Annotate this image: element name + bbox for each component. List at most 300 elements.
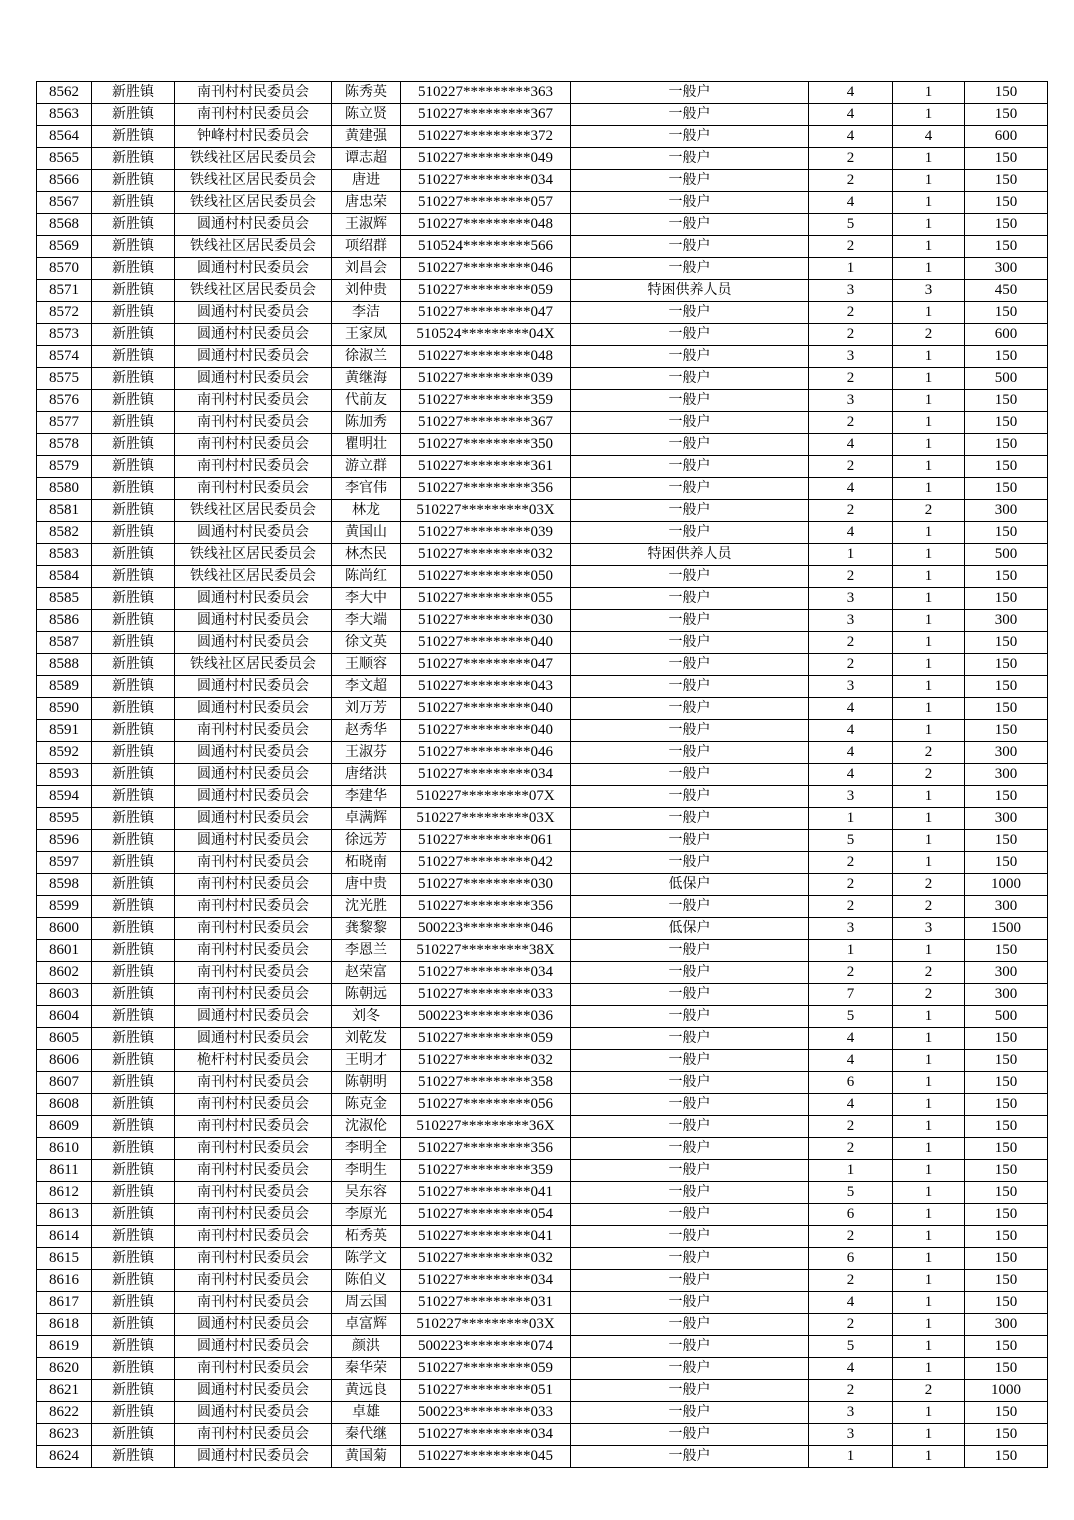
cell-household-size: 2 [809,962,893,984]
cell-amount: 150 [965,654,1048,676]
cell-amount: 150 [965,566,1048,588]
cell-id-number: 510227*********051 [401,1380,571,1402]
cell-household-size: 3 [809,918,893,940]
cell-name: 代前友 [332,390,401,412]
cell-amount: 150 [965,236,1048,258]
cell-household-size: 7 [809,984,893,1006]
cell-town: 新胜镇 [92,522,175,544]
cell-committee: 圆通村村民委员会 [175,1380,332,1402]
cell-household-size: 4 [809,126,893,148]
table-row [37,302,1048,324]
cell-seq: 8578 [37,434,92,456]
cell-count: 1 [893,786,965,808]
cell-name: 唐忠荣 [332,192,401,214]
cell-amount: 150 [965,1402,1048,1424]
cell-committee: 圆通村村民委员会 [175,522,332,544]
cell-count: 1 [893,1314,965,1336]
cell-household-type: 一般户 [571,676,809,698]
cell-household-type: 一般户 [571,654,809,676]
table-body [37,82,1048,1468]
cell-amount: 150 [965,786,1048,808]
cell-count: 1 [893,1006,965,1028]
cell-amount: 300 [965,962,1048,984]
cell-id-number: 510227*********032 [401,544,571,566]
cell-name: 李恩兰 [332,940,401,962]
cell-amount: 150 [965,676,1048,698]
cell-committee: 圆通村村民委员会 [175,764,332,786]
cell-seq: 8562 [37,82,92,104]
table-row [37,1424,1048,1446]
cell-name: 刘万芳 [332,698,401,720]
cell-id-number: 510227*********049 [401,148,571,170]
cell-household-size: 3 [809,786,893,808]
cell-household-type: 一般户 [571,1446,809,1468]
cell-household-type: 一般户 [571,1402,809,1424]
cell-committee: 圆通村村民委员会 [175,1006,332,1028]
cell-committee: 南刊村村民委员会 [175,1160,332,1182]
cell-household-type: 一般户 [571,566,809,588]
cell-name: 徐远芳 [332,830,401,852]
cell-seq: 8608 [37,1094,92,1116]
cell-id-number: 510227*********372 [401,126,571,148]
cell-seq: 8604 [37,1006,92,1028]
cell-amount: 500 [965,544,1048,566]
cell-amount: 150 [965,478,1048,500]
cell-town: 新胜镇 [92,104,175,126]
cell-seq: 8623 [37,1424,92,1446]
cell-town: 新胜镇 [92,1204,175,1226]
cell-household-type: 一般户 [571,258,809,280]
cell-amount: 150 [965,852,1048,874]
cell-count: 1 [893,434,965,456]
cell-town: 新胜镇 [92,698,175,720]
cell-seq: 8591 [37,720,92,742]
cell-amount: 150 [965,192,1048,214]
table-row [37,522,1048,544]
cell-count: 1 [893,368,965,390]
cell-household-size: 3 [809,390,893,412]
cell-town: 新胜镇 [92,830,175,852]
table-row [37,1006,1048,1028]
cell-town: 新胜镇 [92,412,175,434]
cell-id-number: 510227*********043 [401,676,571,698]
cell-seq: 8600 [37,918,92,940]
cell-town: 新胜镇 [92,1028,175,1050]
cell-id-number: 510227*********039 [401,368,571,390]
cell-id-number: 510227*********034 [401,1424,571,1446]
cell-id-number: 510227*********350 [401,434,571,456]
cell-household-type: 一般户 [571,456,809,478]
cell-count: 1 [893,698,965,720]
cell-id-number: 510227*********361 [401,456,571,478]
cell-id-number: 500223*********033 [401,1402,571,1424]
cell-household-type: 一般户 [571,786,809,808]
cell-name: 黄继海 [332,368,401,390]
cell-seq: 8595 [37,808,92,830]
table-row [37,962,1048,984]
cell-count: 1 [893,236,965,258]
cell-id-number: 510227*********358 [401,1072,571,1094]
cell-count: 1 [893,1116,965,1138]
cell-count: 2 [893,984,965,1006]
cell-name: 李洁 [332,302,401,324]
cell-town: 新胜镇 [92,984,175,1006]
cell-seq: 8583 [37,544,92,566]
cell-name: 沈光胜 [332,896,401,918]
cell-household-size: 6 [809,1248,893,1270]
cell-id-number: 510227*********039 [401,522,571,544]
cell-count: 1 [893,1424,965,1446]
cell-id-number: 510227*********041 [401,1182,571,1204]
cell-count: 2 [893,764,965,786]
cell-household-size: 5 [809,1006,893,1028]
cell-seq: 8572 [37,302,92,324]
cell-seq: 8586 [37,610,92,632]
cell-household-size: 1 [809,940,893,962]
table-row [37,764,1048,786]
cell-town: 新胜镇 [92,1006,175,1028]
table-row [37,544,1048,566]
cell-town: 新胜镇 [92,1094,175,1116]
table-row [37,236,1048,258]
cell-seq: 8576 [37,390,92,412]
cell-committee: 圆通村村民委员会 [175,1314,332,1336]
cell-name: 王明才 [332,1050,401,1072]
cell-count: 1 [893,1138,965,1160]
cell-committee: 南刊村村民委员会 [175,434,332,456]
cell-count: 1 [893,258,965,280]
table-row [37,1270,1048,1292]
cell-seq: 8598 [37,874,92,896]
cell-name: 王淑芬 [332,742,401,764]
table-row [37,742,1048,764]
cell-seq: 8617 [37,1292,92,1314]
cell-amount: 150 [965,82,1048,104]
cell-amount: 150 [965,1292,1048,1314]
table-row [37,918,1048,940]
cell-name: 刘冬 [332,1006,401,1028]
table-row [37,280,1048,302]
cell-id-number: 510227*********050 [401,566,571,588]
cell-id-number: 510227*********047 [401,302,571,324]
cell-count: 1 [893,588,965,610]
cell-amount: 150 [965,1336,1048,1358]
cell-household-size: 2 [809,1270,893,1292]
cell-town: 新胜镇 [92,368,175,390]
cell-town: 新胜镇 [92,676,175,698]
cell-town: 新胜镇 [92,544,175,566]
table-row [37,1138,1048,1160]
cell-id-number: 510227*********041 [401,1226,571,1248]
cell-committee: 圆通村村民委员会 [175,324,332,346]
cell-household-type: 一般户 [571,170,809,192]
cell-household-size: 4 [809,1358,893,1380]
cell-household-type: 一般户 [571,1050,809,1072]
cell-amount: 150 [965,390,1048,412]
cell-seq: 8592 [37,742,92,764]
cell-id-number: 510227*********36X [401,1116,571,1138]
cell-name: 李原光 [332,1204,401,1226]
cell-id-number: 510227*********363 [401,82,571,104]
cell-committee: 南刊村村民委员会 [175,918,332,940]
cell-name: 刘乾发 [332,1028,401,1050]
cell-town: 新胜镇 [92,1226,175,1248]
table-row [37,390,1048,412]
cell-amount: 150 [965,1226,1048,1248]
cell-id-number: 510227*********367 [401,104,571,126]
table-row [37,412,1048,434]
cell-household-type: 一般户 [571,588,809,610]
cell-name: 瞿明壮 [332,434,401,456]
cell-committee: 铁线社区居民委员会 [175,236,332,258]
table-row [37,148,1048,170]
cell-amount: 150 [965,830,1048,852]
table-row [37,610,1048,632]
cell-id-number: 510227*********048 [401,214,571,236]
cell-name: 卓雄 [332,1402,401,1424]
table-row [37,104,1048,126]
cell-count: 1 [893,830,965,852]
cell-town: 新胜镇 [92,632,175,654]
cell-name: 陈尚红 [332,566,401,588]
cell-id-number: 510227*********03X [401,500,571,522]
cell-amount: 150 [965,170,1048,192]
cell-id-number: 510227*********030 [401,610,571,632]
cell-town: 新胜镇 [92,192,175,214]
cell-seq: 8582 [37,522,92,544]
cell-committee: 圆通村村民委员会 [175,610,332,632]
cell-name: 唐绪洪 [332,764,401,786]
cell-amount: 450 [965,280,1048,302]
table-row [37,258,1048,280]
cell-amount: 150 [965,1270,1048,1292]
cell-town: 新胜镇 [92,280,175,302]
cell-amount: 150 [965,1138,1048,1160]
cell-amount: 150 [965,456,1048,478]
table-row [37,170,1048,192]
cell-name: 李明生 [332,1160,401,1182]
cell-id-number: 510227*********032 [401,1050,571,1072]
cell-household-type: 一般户 [571,368,809,390]
cell-committee: 铁线社区居民委员会 [175,280,332,302]
cell-seq: 8611 [37,1160,92,1182]
cell-id-number: 510227*********057 [401,192,571,214]
cell-committee: 铁线社区居民委员会 [175,544,332,566]
cell-household-size: 2 [809,896,893,918]
cell-town: 新胜镇 [92,148,175,170]
cell-household-type: 一般户 [571,1424,809,1446]
cell-id-number: 500223*********036 [401,1006,571,1028]
cell-name: 陈加秀 [332,412,401,434]
cell-household-size: 2 [809,302,893,324]
cell-town: 新胜镇 [92,456,175,478]
cell-amount: 150 [965,302,1048,324]
cell-name: 李建华 [332,786,401,808]
cell-count: 1 [893,1446,965,1468]
cell-household-type: 一般户 [571,720,809,742]
cell-household-type: 一般户 [571,522,809,544]
cell-count: 1 [893,346,965,368]
cell-seq: 8565 [37,148,92,170]
cell-committee: 南刊村村民委员会 [175,456,332,478]
cell-id-number: 510227*********055 [401,588,571,610]
cell-committee: 南刊村村民委员会 [175,1248,332,1270]
cell-id-number: 510227*********031 [401,1292,571,1314]
cell-household-size: 2 [809,170,893,192]
cell-household-type: 一般户 [571,962,809,984]
cell-amount: 600 [965,126,1048,148]
cell-id-number: 510227*********047 [401,654,571,676]
cell-committee: 圆通村村民委员会 [175,698,332,720]
cell-seq: 8602 [37,962,92,984]
table-row [37,830,1048,852]
cell-id-number: 510227*********046 [401,258,571,280]
cell-id-number: 510227*********040 [401,632,571,654]
cell-seq: 8581 [37,500,92,522]
cell-household-type: 一般户 [571,346,809,368]
cell-household-type: 一般户 [571,1204,809,1226]
cell-seq: 8575 [37,368,92,390]
cell-name: 陈克金 [332,1094,401,1116]
table-row [37,434,1048,456]
cell-name: 王家凤 [332,324,401,346]
cell-amount: 150 [965,720,1048,742]
table-row [37,456,1048,478]
cell-household-size: 4 [809,1292,893,1314]
cell-id-number: 510227*********030 [401,874,571,896]
cell-household-type: 一般户 [571,500,809,522]
cell-town: 新胜镇 [92,610,175,632]
cell-household-type: 一般户 [571,1182,809,1204]
cell-count: 2 [893,962,965,984]
cell-household-type: 一般户 [571,390,809,412]
cell-seq: 8599 [37,896,92,918]
cell-seq: 8614 [37,1226,92,1248]
cell-town: 新胜镇 [92,302,175,324]
cell-committee: 南刊村村民委员会 [175,940,332,962]
cell-household-size: 1 [809,544,893,566]
cell-amount: 500 [965,1006,1048,1028]
cell-amount: 300 [965,258,1048,280]
cell-seq: 8607 [37,1072,92,1094]
cell-household-type: 一般户 [571,1226,809,1248]
cell-household-size: 2 [809,874,893,896]
cell-household-size: 2 [809,412,893,434]
table-row [37,478,1048,500]
table-row [37,1182,1048,1204]
cell-id-number: 510227*********03X [401,1314,571,1336]
cell-count: 1 [893,170,965,192]
cell-household-type: 一般户 [571,1006,809,1028]
cell-id-number: 510227*********367 [401,412,571,434]
cell-count: 1 [893,148,965,170]
cell-household-size: 2 [809,456,893,478]
cell-seq: 8587 [37,632,92,654]
cell-seq: 8580 [37,478,92,500]
cell-committee: 圆通村村民委员会 [175,346,332,368]
cell-count: 1 [893,1160,965,1182]
cell-id-number: 510227*********033 [401,984,571,1006]
cell-household-size: 4 [809,698,893,720]
cell-name: 陈学文 [332,1248,401,1270]
cell-seq: 8566 [37,170,92,192]
cell-amount: 150 [965,1424,1048,1446]
cell-seq: 8564 [37,126,92,148]
cell-id-number: 510227*********042 [401,852,571,874]
cell-committee: 南刊村村民委员会 [175,1204,332,1226]
cell-committee: 钟峰村村民委员会 [175,126,332,148]
cell-name: 陈朝明 [332,1072,401,1094]
table-row [37,896,1048,918]
cell-id-number: 510227*********046 [401,742,571,764]
cell-amount: 300 [965,896,1048,918]
cell-amount: 300 [965,808,1048,830]
cell-amount: 300 [965,742,1048,764]
cell-id-number: 500223*********046 [401,918,571,940]
cell-amount: 300 [965,500,1048,522]
cell-household-size: 6 [809,1204,893,1226]
cell-household-size: 3 [809,1424,893,1446]
cell-id-number: 510227*********07X [401,786,571,808]
cell-name: 陈立贤 [332,104,401,126]
cell-town: 新胜镇 [92,1248,175,1270]
cell-household-size: 2 [809,324,893,346]
cell-id-number: 510524*********566 [401,236,571,258]
cell-name: 秦代继 [332,1424,401,1446]
cell-id-number: 510227*********061 [401,830,571,852]
cell-town: 新胜镇 [92,588,175,610]
cell-committee: 南刊村村民委员会 [175,1182,332,1204]
cell-household-type: 一般户 [571,698,809,720]
table-row [37,1402,1048,1424]
cell-household-size: 3 [809,1402,893,1424]
cell-seq: 8573 [37,324,92,346]
cell-town: 新胜镇 [92,390,175,412]
cell-seq: 8593 [37,764,92,786]
cell-seq: 8584 [37,566,92,588]
cell-household-size: 4 [809,1028,893,1050]
cell-name: 李官伟 [332,478,401,500]
cell-name: 项绍群 [332,236,401,258]
cell-household-type: 一般户 [571,764,809,786]
cell-town: 新胜镇 [92,258,175,280]
cell-seq: 8618 [37,1314,92,1336]
cell-name: 刘仲贵 [332,280,401,302]
cell-town: 新胜镇 [92,1116,175,1138]
cell-committee: 圆通村村民委员会 [175,676,332,698]
cell-town: 新胜镇 [92,434,175,456]
cell-amount: 1000 [965,1380,1048,1402]
cell-town: 新胜镇 [92,874,175,896]
cell-town: 新胜镇 [92,962,175,984]
cell-town: 新胜镇 [92,786,175,808]
cell-amount: 150 [965,1446,1048,1468]
cell-household-size: 4 [809,1094,893,1116]
cell-committee: 南刊村村民委员会 [175,896,332,918]
cell-amount: 150 [965,522,1048,544]
cell-committee: 南刊村村民委员会 [175,852,332,874]
table-row [37,1358,1048,1380]
cell-id-number: 510227*********040 [401,698,571,720]
cell-name: 唐进 [332,170,401,192]
cell-name: 卓满辉 [332,808,401,830]
cell-household-size: 2 [809,1226,893,1248]
cell-household-size: 3 [809,610,893,632]
cell-seq: 8567 [37,192,92,214]
cell-seq: 8588 [37,654,92,676]
table-row [37,1116,1048,1138]
table-row [37,1336,1048,1358]
